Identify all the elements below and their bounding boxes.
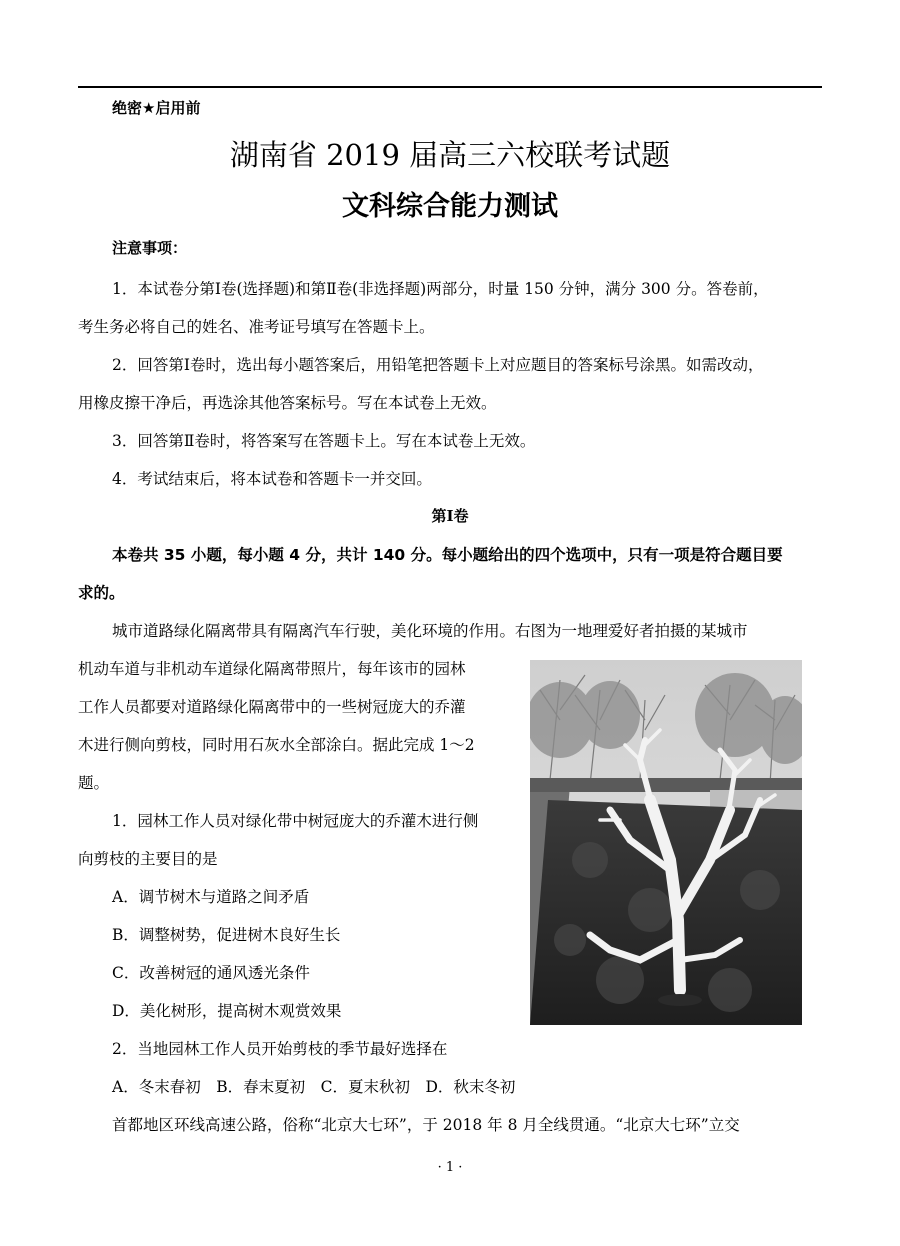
- exam-subtitle: 文科综合能力测试: [342, 191, 558, 222]
- note-4: 4．考试结束后，将本试卷和答题卡一并交回。: [112, 470, 432, 488]
- passage-line-3: 工作人员都要对道路绿化隔离带中的一些树冠庞大的乔灌: [78, 698, 466, 716]
- next-passage-line: 首都地区环线高速公路，俗称“北京大七环”，于 2018 年 8 月全线贯通。“北京大七环”立交: [112, 1116, 740, 1134]
- note-1-line2: 考生务必将自己的姓名、准考证号填写在答题卡上。: [78, 318, 435, 336]
- question-1-stem-line2: 向剪枝的主要目的是: [78, 850, 218, 868]
- question-1-option-b: B．调整树势，促进树木良好生长: [112, 926, 341, 944]
- question-1-stem-line1: 1．园林工作人员对绿化带中树冠庞大的乔灌木进行侧: [112, 812, 479, 830]
- question-1-option-a: A．调节树木与道路之间矛盾: [112, 888, 310, 906]
- question-1-option-d: D．美化树形，提高树木观赏效果: [112, 1002, 342, 1020]
- passage-line-2: 机动车道与非机动车道绿化隔离带照片，每年该市的园林: [78, 660, 466, 678]
- notes-heading: 注意事项：: [112, 239, 188, 257]
- note-2-line2: 用橡皮擦干净后，再选涂其他答案标号。写在本试卷上无效。: [78, 394, 497, 412]
- greenbelt-tree-photo: [530, 660, 802, 1025]
- note-2-line1: 2．回答第Ⅰ卷时，选出每小题答案后，用铅笔把答题卡上对应题目的答案标号涂黑。如需改动，: [112, 356, 764, 374]
- section-heading: 第Ⅰ卷: [431, 507, 469, 525]
- note-3: 3．回答第Ⅱ卷时，将答案写在答题卡上。写在本试卷上无效。: [112, 432, 536, 450]
- section-intro-line1: 本卷共 35 小题，每小题 4 分，共计 140 分。每小题给出的四个选项中，只有一项是符合题目要: [112, 546, 783, 564]
- passage-line-4: 木进行侧向剪枝，同时用石灰水全部涂白。据此完成 1～2: [78, 736, 475, 754]
- passage-line-5: 题。: [78, 774, 110, 792]
- confidential-label: 绝密★启用前: [112, 99, 201, 117]
- exam-title: 湖南省 2019 届高三六校联考试题: [229, 138, 671, 172]
- note-1-line1: 1．本试卷分第Ⅰ卷(选择题)和第Ⅱ卷(非选择题)两部分，时量 150 分钟，满分 300 分。答卷前，: [112, 280, 769, 298]
- section-intro-line2: 求的。: [78, 584, 125, 602]
- passage-line-1: 城市道路绿化隔离带具有隔离汽车行驶，美化环境的作用。右图为一地理爱好者拍摄的某城市: [112, 622, 748, 640]
- page-number: · 1 ·: [437, 1160, 463, 1175]
- question-2-stem: 2．当地园林工作人员开始剪枝的季节最好选择在: [112, 1040, 448, 1058]
- question-1-option-c: C．改善树冠的通风透光条件: [112, 964, 310, 982]
- question-2-options: A．冬末春初 B．春末夏初 C．夏末秋初 D．秋末冬初: [112, 1078, 516, 1096]
- top-rule: [78, 86, 822, 88]
